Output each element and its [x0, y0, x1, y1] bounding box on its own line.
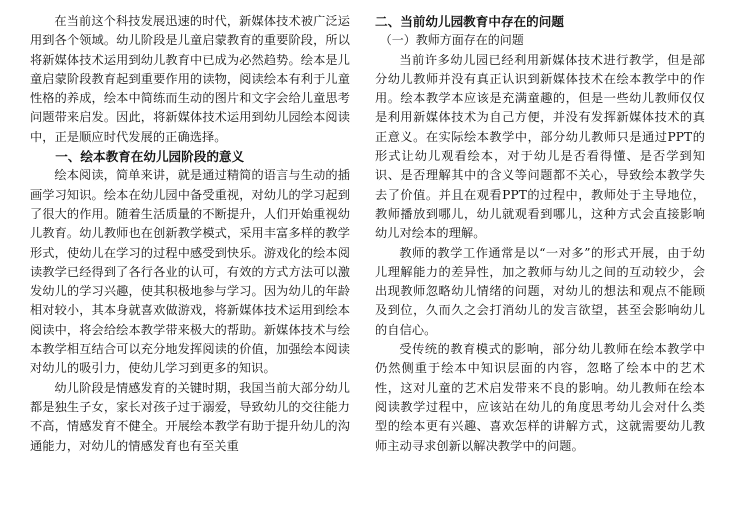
section-heading-2: 二、当前幼儿园教育中存在的问题 — [375, 14, 564, 29]
subsection-heading: （一）教师方面存在的问题 — [379, 33, 524, 48]
body-paragraph: 教师的教学工作通常是以“一对多”的形式开展，由于幼儿理解能力的差异性，加之教师与幼儿之间的互动较少，会出现教师忽略幼儿情绪的问题，对幼儿的想法和观点不能顾及到位，久而久之会打消幼儿的发言欲望，甚至会影响幼儿的自信心。 — [375, 245, 705, 337]
body-paragraph: 幼儿阶段是情感发育的关键时期，我国当前大部分幼儿都是独生子女，家长对孩子过于溺爱，导致幼儿的交往能力不高，情感发育不健全。开展绘本教学有助于提升幼儿的沟通能力，对幼儿的情感发育也有至关重 — [30, 380, 350, 453]
intro-paragraph: 在当前这个科技发展迅速的时代，新媒体技术被广泛运用到各个领域。幼儿阶段是儿童启蒙教育的重要阶段，所以将新媒体技术运用到幼儿教育中已成为必然趋势。绘本是儿童启蒙阶段教育起到重要作用的读物，阅读绘本有利于儿童性格的养成，绘本中简练而生动的图片和文字会给儿童思考问题带来启发。因此，将新媒体技术运用到幼儿园绘本阅读中，正是顺应时代发展的正确选择。 — [30, 14, 350, 144]
right-column — [375, 12, 705, 456]
body-paragraph: 受传统的教育模式的影响，部分幼儿教师在绘本教学中仍然侧重于绘本中知识层面的内容，忽略了绘本中的艺术性，这对儿童的艺术启发带来不良的影响。幼儿教师在绘本阅读教学过程中，应该站在幼儿的角度思考幼儿会对什么类型的绘本更有兴趣、喜欢怎样的讲解方式，这就需要幼儿教师主动寻求创新以解决教学中的问题。 — [375, 342, 705, 453]
section-heading-1: 一、绘本教育在幼儿园阶段的意义 — [55, 149, 245, 165]
body-paragraph: 当前许多幼儿园已经利用新媒体技术进行教学，但是部分幼儿教师并没有真正认识到新媒体技术在绘本教学中的作用。绘本教学本应该是充满童趣的，但是一些幼儿教师仅仅是利用新媒体技术为自己方便，并没有发挥新媒体技术的真正意义。在实际绘本教学中，部分幼儿教师只是通过PPT的形式让幼儿观看绘本，对于幼儿是否看得懂、是否学到知识、是否理解其中的含义等问题都不关心，导致绘本教学失去了价值。并且在观看PPT的过程中，教师处于主导地位，教师播放到哪儿，幼儿就观看到哪儿，这种方式会直接影响幼儿对绘本的理解。 — [375, 52, 705, 241]
body-paragraph: 绘本阅读，简单来讲，就是通过精简的语言与生动的插画学习知识。绘本在幼儿园中备受重视，对幼儿的学习起到了很大的作用。随着生活质量的不断提升，人们开始重视幼儿教育。幼儿教师也在创新教学模式，采用丰富多样的教学形式，使幼儿在学习的过程中感受到快乐。游戏化的绘本阅读教学已经得到了各行各业的认可，有效的方式方法可以激发幼儿的学习兴趣，使其积极地参与学习。因为幼儿的年龄相对较小，其本身就喜欢做游戏，将新媒体技术运用到绘本阅读中，将会给绘本教学带来极大的帮助。新媒体技术与绘本教学相互结合可以充分地发挥阅读的价值，加强绘本阅读对幼儿的吸引力，使幼儿学习到更多的知识。 — [30, 168, 350, 376]
left-column — [30, 12, 350, 456]
